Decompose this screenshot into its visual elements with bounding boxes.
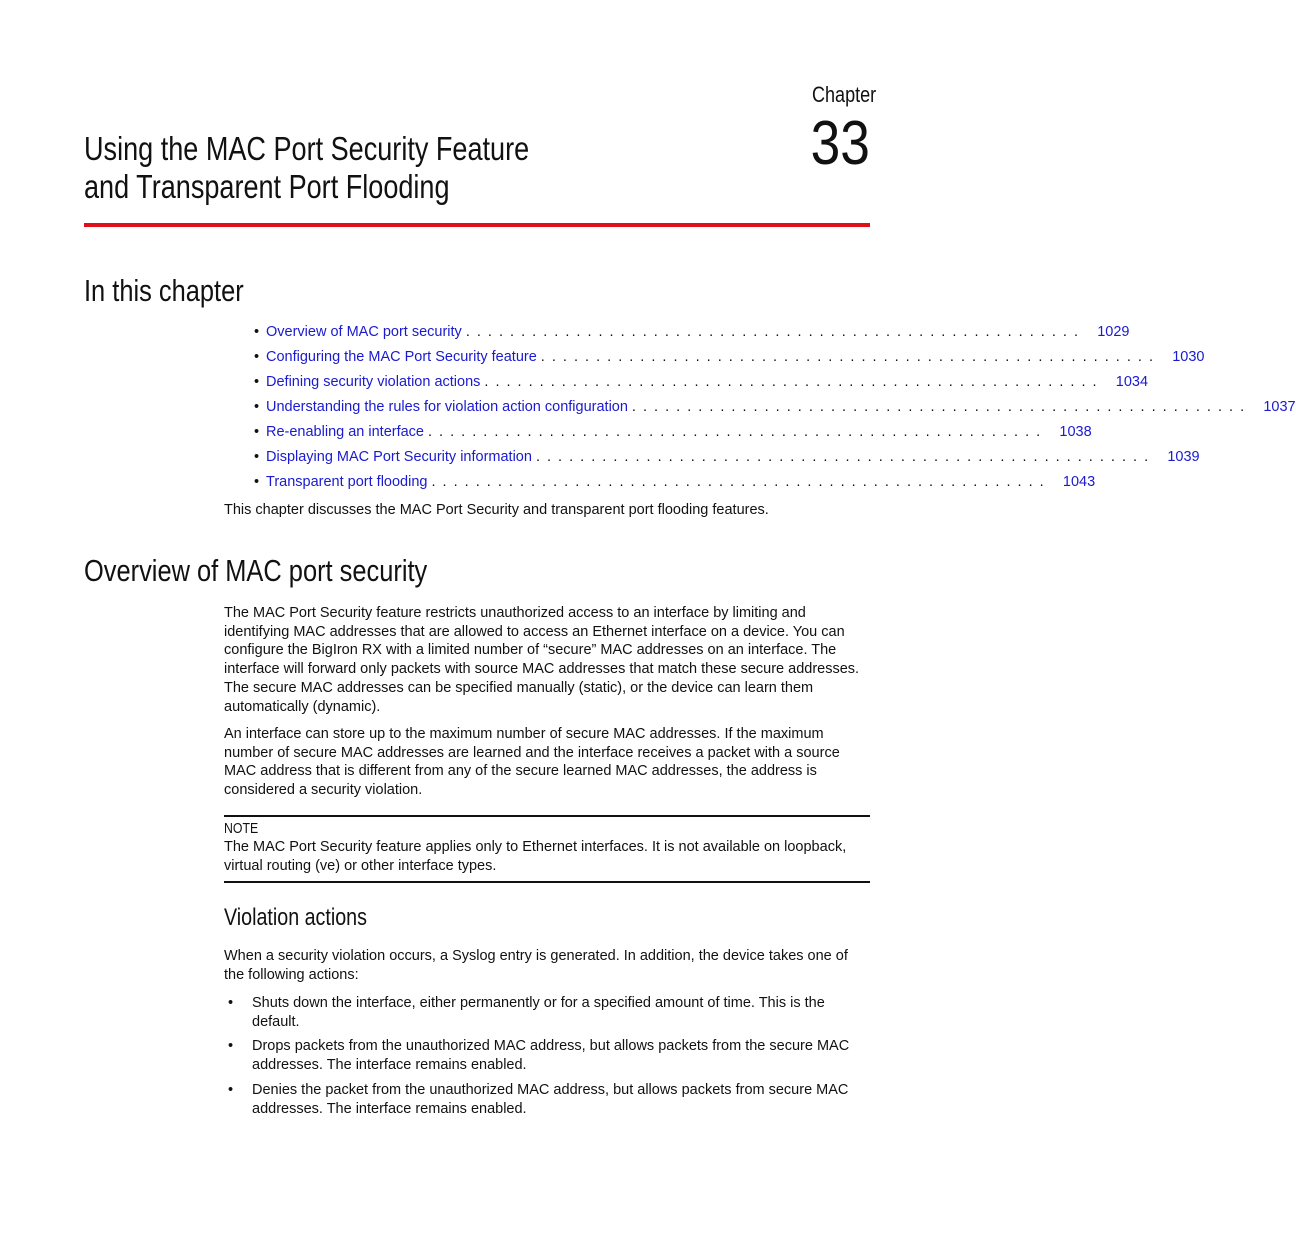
- toc-entry[interactable]: [254, 447, 1200, 472]
- note-box: [224, 815, 870, 883]
- toc-page-link[interactable]: 1034: [1115, 374, 1149, 390]
- chapter-intro-text: This chapter discusses the MAC Port Security and transparent port flooding features.: [224, 502, 769, 518]
- chapter-divider-rule: [84, 223, 870, 227]
- bullet-icon: •: [254, 474, 260, 490]
- toc-page-link[interactable]: 1039: [1167, 449, 1200, 465]
- toc-page-link[interactable]: 1043: [1062, 474, 1096, 490]
- bullet-icon: •: [254, 324, 260, 340]
- chapter-number: 33: [810, 109, 870, 178]
- toc-entry[interactable]: [254, 397, 1296, 422]
- toc-entry[interactable]: [254, 472, 1096, 497]
- bullet-icon: •: [254, 374, 260, 390]
- toc-link[interactable]: Re-enabling an interface: [266, 424, 424, 440]
- overview-paragraph-2: An interface can store up to the maximum number of secure MAC addresses. If the maximum number of secure MAC addresses are learned and the interface receives a packet with a source MAC address that is different from any of the secure learned MAC addresses, the address is considered a security violation.: [224, 726, 840, 799]
- chapter-title-line-1: Using the MAC Port Security Feature: [84, 130, 530, 167]
- bullet-icon: •: [228, 1081, 234, 1098]
- bullet-icon: •: [228, 995, 234, 1011]
- bullet-icon: •: [254, 399, 260, 415]
- overview-paragraph-1: The MAC Port Security feature restricts unauthorized access to an interface by limiting and identifying MAC addresses that are allowed to access an Ethernet interface on a device. You can configure the BigIron RX with a limited number of “secure” MAC addresses on an interface. The interface will forward only packets with source MAC addresses that match these secure addresses. The secure MAC addresses can be specified manually (static), or the device can learn them automatically (dynamic).: [224, 605, 860, 715]
- bullet-icon: •: [254, 424, 260, 440]
- toc-leader-dots: . . . . . . . . . . . . . . . . . . . . . . . . . . . . . . . . . . . . . . . . . . . . . . . . . . . . . . . .: [484, 374, 1099, 390]
- toc-entry[interactable]: [254, 322, 1130, 347]
- toc-leader-dots: . . . . . . . . . . . . . . . . . . . . . . . . . . . . . . . . . . . . . . . . . . . . . . . . . . . . . . . .: [631, 399, 1246, 415]
- section-heading-overview: Overview of MAC port security: [84, 553, 428, 588]
- toc-link[interactable]: Displaying MAC Port Security information: [266, 449, 532, 465]
- toc-entry[interactable]: [254, 347, 1205, 372]
- toc-page-link[interactable]: 1030: [1172, 349, 1205, 365]
- note-label: NOTE: [224, 820, 259, 837]
- toc-page-link[interactable]: 1038: [1059, 424, 1092, 440]
- bullet-icon: •: [228, 1038, 234, 1055]
- toc-leader-dots: . . . . . . . . . . . . . . . . . . . . . . . . . . . . . . . . . . . . . . . . . . . . . . . . . . . . . . . .: [540, 349, 1155, 365]
- chapter-title-line-2: and Transparent Port Flooding: [84, 168, 450, 205]
- list-item: [224, 1037, 870, 1074]
- bullet-icon: •: [254, 449, 260, 465]
- bullet-icon: •: [254, 349, 260, 365]
- toc-leader-dots: . . . . . . . . . . . . . . . . . . . . . . . . . . . . . . . . . . . . . . . . . . . . . . . . . . . . . . . .: [535, 449, 1150, 465]
- list-item-text: Shuts down the interface, either permanently or for a specified amount of time. This is the default.: [252, 995, 825, 1030]
- table-of-contents: [254, 322, 1296, 497]
- note-text: The MAC Port Security feature applies only to Ethernet interfaces. It is not available on loopback, virtual routing (ve) or other interface types.: [224, 839, 847, 874]
- toc-leader-dots: . . . . . . . . . . . . . . . . . . . . . . . . . . . . . . . . . . . . . . . . . . . . . . . . . . . . . . . .: [428, 424, 1042, 440]
- toc-leader-dots: . . . . . . . . . . . . . . . . . . . . . . . . . . . . . . . . . . . . . . . . . . . . . . . . . . . . . . . .: [465, 324, 1080, 340]
- chapter-title: [84, 130, 529, 206]
- toc-link[interactable]: Understanding the rules for violation action configuration: [266, 399, 628, 415]
- toc-entry[interactable]: [254, 372, 1149, 397]
- list-item-text: Denies the packet from the unauthorized MAC address, but allows packets from secure MAC addresses. The interface remains enabled.: [252, 1081, 849, 1117]
- list-item-text: Drops packets from the unauthorized MAC address, but allows packets from the secure MAC addresses. The interface remains enabled.: [252, 1038, 850, 1074]
- subsection-heading-violation-actions: Violation actions: [224, 904, 367, 931]
- toc-entry[interactable]: [254, 422, 1092, 447]
- toc-page-link[interactable]: 1037: [1263, 399, 1296, 415]
- toc-link[interactable]: Transparent port flooding: [266, 474, 428, 490]
- violation-intro-paragraph: When a security violation occurs, a Syslog entry is generated. In addition, the device takes one of the following actions:: [224, 948, 848, 983]
- section-heading-in-this-chapter: In this chapter: [84, 273, 244, 308]
- toc-link[interactable]: Overview of MAC port security: [266, 324, 462, 340]
- list-item: [224, 1081, 870, 1118]
- chapter-label: Chapter: [812, 82, 877, 107]
- list-item: [224, 994, 870, 1031]
- violation-actions-list: [224, 994, 870, 1124]
- toc-leader-dots: . . . . . . . . . . . . . . . . . . . . . . . . . . . . . . . . . . . . . . . . . . . . . . . . . . . . . . . .: [431, 474, 1046, 490]
- toc-link[interactable]: Defining security violation actions: [266, 374, 481, 390]
- toc-link[interactable]: Configuring the MAC Port Security feature: [266, 349, 537, 365]
- toc-page-link[interactable]: 1029: [1097, 324, 1130, 340]
